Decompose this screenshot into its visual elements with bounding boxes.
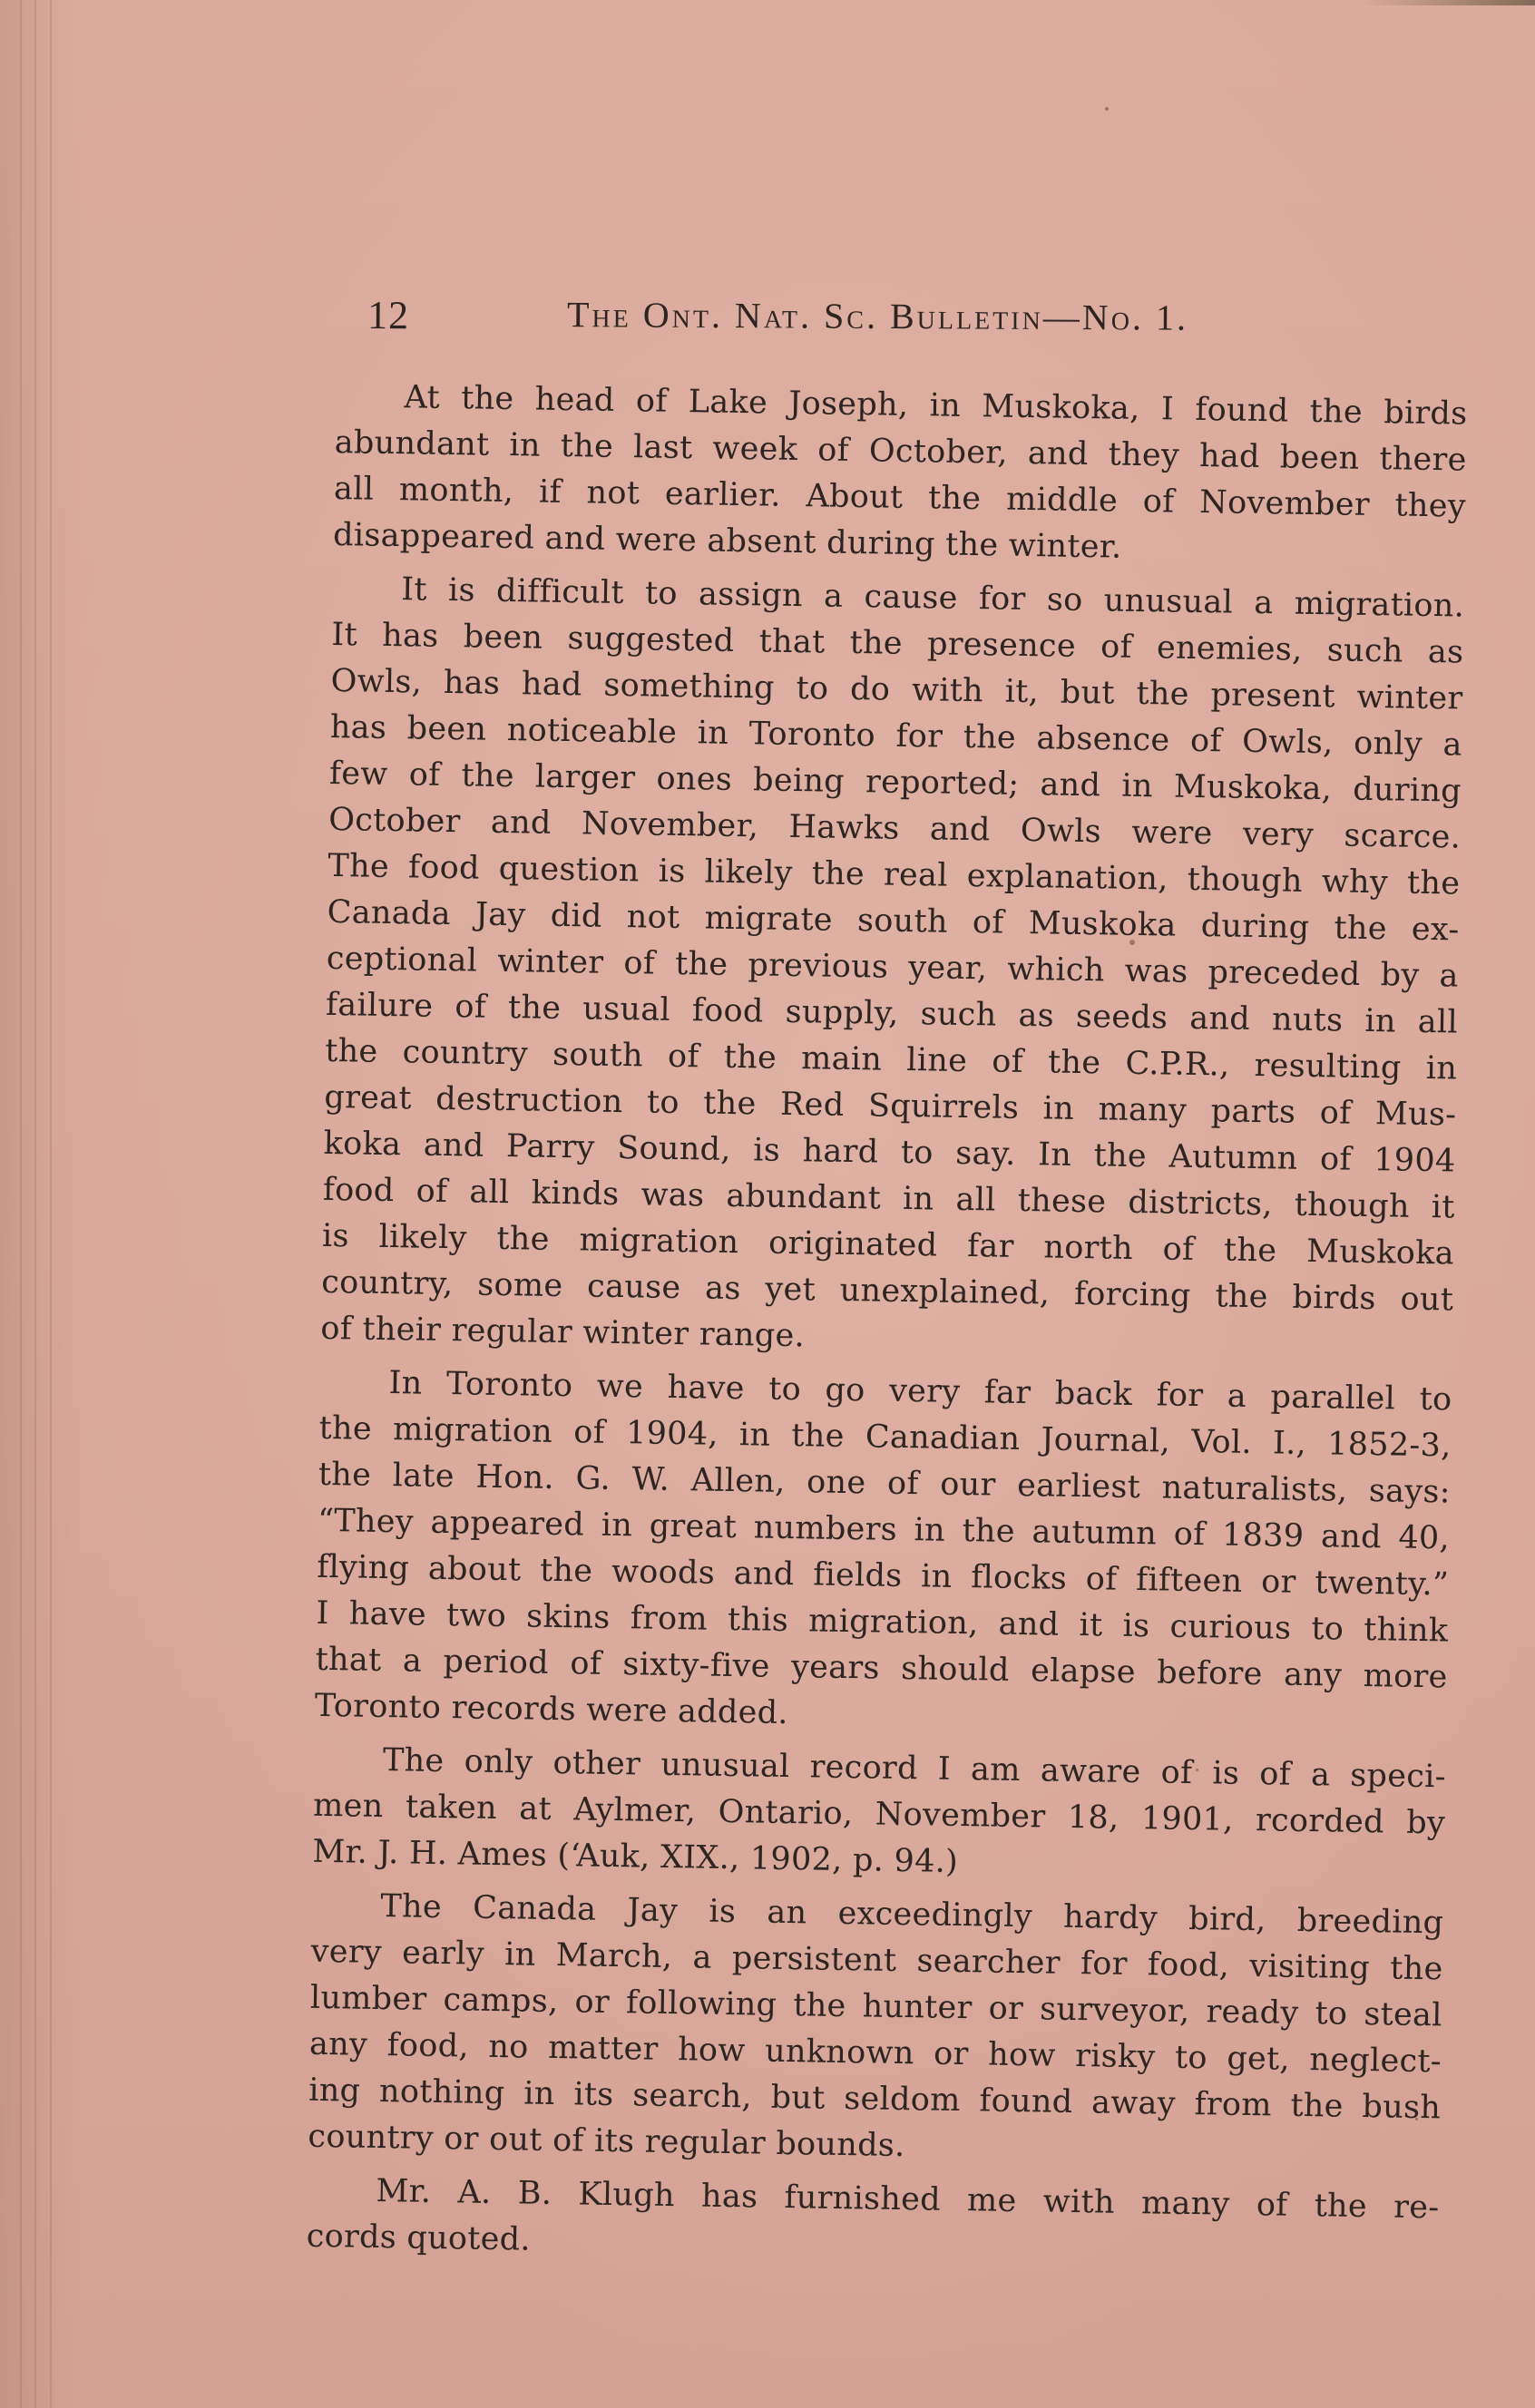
text-line: of their regular winter range. [320, 1310, 806, 1355]
paragraph [333, 374, 1468, 577]
text-line: lumber camps, or following the hunter or surveyor, ready to steal [309, 1979, 1443, 2034]
text-line: Mr. A. B. Klugh has furnished me with many of the re- [376, 2172, 1440, 2227]
text-line: that a period of sixty-five years should elapse before any more [315, 1641, 1448, 1696]
text-line: The food question is likely the real explanation, though why the [328, 847, 1461, 902]
page-edge [1361, 0, 1535, 5]
paragraph [312, 1737, 1446, 1894]
text-line: Owls, has had something to do with it, but the present winter [330, 662, 1463, 717]
text-line: koka and Parry Sound, is hard to say. In the Autumn of 1904 [323, 1125, 1456, 1180]
text-line: ceptional winter of the previous year, which was preceded by a [326, 940, 1460, 995]
text-line: very early in March, a persistent searcher for food, visiting the [310, 1933, 1443, 1988]
text-line: October and November, Hawks and Owls were very scarce. [328, 801, 1462, 856]
text-line: country, some cause as yet unexplained, forcing the birds out [320, 1263, 1454, 1319]
text-line: The Canada Jay is an exceedingly hardy bird, breeding [380, 1887, 1444, 1942]
text-line: has been noticeable in Toronto for the absence of Owls, only a [329, 708, 1463, 764]
text-line: is likely the migration originated far north of the Muskoka [321, 1217, 1455, 1272]
binding-line [50, 0, 52, 2408]
text-line: “They appeared in great numbers in the autumn of 1839 and 40, [317, 1502, 1451, 1557]
text-line: country or out of its regular bounds. [308, 2118, 905, 2165]
text-line: At the head of Lake Joseph, in Muskoka, I found the birds [404, 379, 1468, 433]
text-line: In Toronto we have to go very far back for a parallel to [388, 1365, 1452, 1418]
text-line: few of the larger ones being reported; and in Muskoka, during [328, 755, 1462, 810]
running-title: The Ont. Nat. Sc. Bulletin—No. 1. [566, 294, 1189, 338]
text-line: The only other unusual record I am aware of is of a speci- [382, 1742, 1447, 1796]
binding-shadow [0, 0, 82, 2408]
text-line: failure of the usual food supply, such as seeds and nuts in all [325, 986, 1459, 1041]
text-line: men taken at Aylmer, Ontario, November 18, 1901, rcorded by [312, 1787, 1446, 1842]
binding-line [20, 0, 22, 2408]
text-line: It has been suggested that the presence of enemies, such as [331, 616, 1464, 671]
text-line: Mr. J. H. Ames (‘Auk, XIX., 1902, p. 94.) [312, 1833, 959, 1880]
text-line: the country south of the main line of the C.P.R., resulting in [324, 1032, 1458, 1087]
binding-line [34, 0, 36, 2408]
text-line: abundant in the last week of October, and they had been there [334, 424, 1467, 479]
text-line: Canada Jay did not migrate south of Muskoka during the ex- [327, 893, 1460, 949]
text-line: I have two skins from this migration, and it is curious to think [316, 1594, 1449, 1650]
paper-speck [1105, 107, 1109, 111]
text-line: all month, if not earlier. About the middle of November they [333, 470, 1467, 525]
text-line: the migration of 1904, in the Canadian Journal, Vol. I., 1852-3, [318, 1409, 1452, 1465]
text-line: disappeared and were absent during the winter. [332, 516, 1122, 566]
paragraph [315, 1360, 1452, 1748]
text-line: ing nothing in its search, but seldom found away from the bush [308, 2072, 1442, 2127]
text-line: great destruction to the Red Squirrels in many parts of Mus- [324, 1078, 1457, 1134]
running-header [367, 292, 1293, 351]
text-line: any food, no matter how unknown or how risky to get, neglect- [308, 2025, 1442, 2081]
text-line: cords quoted. [306, 2218, 532, 2258]
text-line: food of all kinds was abundant in all these districts, though it [322, 1171, 1456, 1226]
text-line: Toronto records were added. [314, 1687, 789, 1732]
text-line: flying about the woods and fields in flocks of fifteen or twenty.” [317, 1548, 1450, 1604]
page-number: 12 [367, 293, 410, 338]
text-line: the late Hon. G. W. Allen, one of our earliest naturalists, says: [318, 1456, 1452, 1511]
body-text [306, 374, 1468, 2277]
paragraph [308, 1883, 1444, 2179]
text-line: It is difficult to assign a cause for so unusual a migration. [400, 571, 1465, 625]
paragraph [306, 2168, 1439, 2278]
paragraph [320, 566, 1464, 1370]
